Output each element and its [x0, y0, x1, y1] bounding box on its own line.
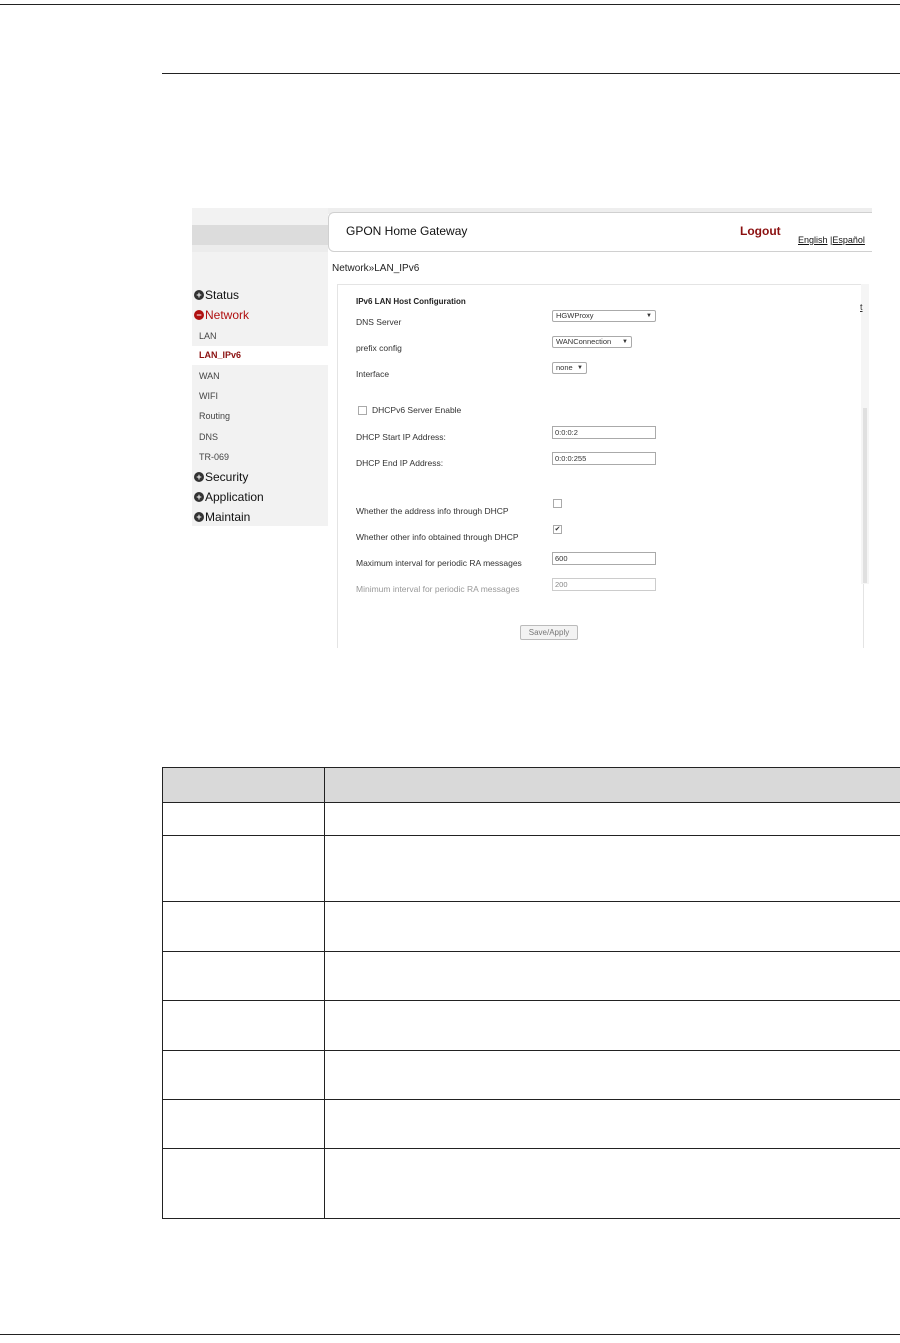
parameter-table: [162, 767, 900, 1219]
table-cell: [325, 952, 900, 1001]
minus-circle-icon: −: [194, 310, 204, 320]
table-cell: [163, 1051, 325, 1100]
table-cell: [163, 952, 325, 1001]
table-row: [163, 1051, 900, 1100]
prefix-config-value: WANConnection: [556, 337, 612, 346]
dns-server-label: DNS Server: [356, 317, 402, 327]
table-row: [163, 803, 900, 836]
max-ra-label: Maximum interval for periodic RA messages: [356, 558, 522, 568]
start-ip-input[interactable]: 0:0:0:2: [552, 426, 656, 439]
sidebar-category-security[interactable]: [194, 470, 248, 484]
table-cell: [325, 1149, 900, 1219]
table-cell: [163, 1149, 325, 1219]
table-row: [163, 902, 900, 952]
prefix-config-label: prefix config: [356, 343, 402, 353]
router-screenshot: [192, 208, 872, 648]
table-cell: [325, 1051, 900, 1100]
sidebar: [192, 208, 328, 526]
sidebar-item-tr069[interactable]: TR-069: [199, 452, 230, 462]
end-ip-label: DHCP End IP Address:: [356, 458, 444, 468]
sidebar-item-dns[interactable]: DNS: [199, 432, 219, 442]
sidebar-category-network[interactable]: [194, 308, 249, 322]
start-ip-label: DHCP Start IP Address:: [356, 432, 446, 442]
plus-circle-icon: +: [194, 512, 204, 522]
dhcpv6-enable-label: DHCPv6 Server Enable: [372, 405, 462, 415]
table-cell: [325, 803, 900, 836]
table-row: [163, 1100, 900, 1149]
dhcpv6-enable-checkbox[interactable]: [358, 406, 367, 415]
interface-value: none: [556, 363, 573, 372]
max-ra-input[interactable]: 600: [552, 552, 656, 565]
table-cell: [163, 902, 325, 952]
table-cell: [325, 1100, 900, 1149]
table-header-cell: [163, 768, 325, 803]
other-info-label: Whether other info obtained through DHCP: [356, 532, 519, 542]
lang-separator: |: [827, 235, 833, 245]
sidebar-category-label: Status: [205, 288, 240, 302]
sidebar-category-label: Maintain: [205, 510, 251, 524]
sidebar-category-maintain[interactable]: [194, 510, 250, 524]
table-cell: [163, 836, 325, 902]
gateway-header: [328, 212, 872, 252]
sidebar-item-lan[interactable]: LAN: [199, 331, 217, 341]
dns-server-select[interactable]: [552, 310, 656, 322]
table-row: [163, 836, 900, 902]
table-cell: [163, 1100, 325, 1149]
page-bottom-rule: [0, 1334, 900, 1335]
address-info-label: Whether the address info through DHCP: [356, 506, 509, 516]
breadcrumb: Network»LAN_IPv6: [332, 263, 420, 274]
plus-circle-icon: +: [194, 472, 204, 482]
table-cell: [163, 803, 325, 836]
sidebar-item-wan[interactable]: WAN: [199, 371, 220, 381]
sidebar-band-light: [192, 245, 328, 252]
plus-circle-icon: +: [194, 492, 204, 502]
table-row: [163, 952, 900, 1001]
lang-spanish-link[interactable]: Español: [832, 235, 865, 245]
page-top-rule: [0, 4, 900, 5]
sidebar-band: [192, 225, 328, 245]
panel-scroll-thumb[interactable]: [863, 408, 867, 583]
min-ra-input[interactable]: 200: [552, 578, 656, 591]
min-ra-label: Minimum interval for periodic RA messages: [356, 584, 520, 594]
table-header-row: [163, 768, 900, 803]
language-switch: [798, 235, 865, 245]
ipv6-config-panel: [337, 284, 864, 648]
plus-circle-icon: +: [194, 290, 204, 300]
sidebar-category-application[interactable]: [194, 490, 264, 504]
dropdown-arrow-icon: ▼: [646, 313, 652, 319]
table-cell: [325, 902, 900, 952]
save-apply-button[interactable]: Save/Apply: [520, 625, 578, 640]
lang-english-link[interactable]: English: [798, 235, 828, 245]
dns-server-value: HGWProxy: [556, 311, 594, 320]
table-cell: [163, 1001, 325, 1051]
interface-label: Interface: [356, 369, 390, 379]
sidebar-item-lan-ipv6[interactable]: LAN_IPv6: [199, 350, 242, 360]
sidebar-category-label: Application: [205, 490, 264, 504]
dropdown-arrow-icon: ▼: [577, 365, 583, 371]
sidebar-item-wifi[interactable]: WIFI: [199, 391, 218, 401]
section-title: IPv6 LAN Host Configuration: [356, 297, 466, 306]
sidebar-category-label: Security: [205, 470, 249, 484]
table-cell: [325, 836, 900, 902]
sidebar-category-label: Network: [205, 308, 250, 322]
interface-select[interactable]: [552, 362, 587, 374]
sidebar-item-routing[interactable]: Routing: [199, 411, 231, 421]
section-title-rule: [162, 73, 900, 74]
table-row: [163, 1149, 900, 1219]
table-header-cell: [325, 768, 900, 803]
logout-link[interactable]: Logout: [740, 224, 781, 238]
table-row: [163, 1001, 900, 1051]
sidebar-category-status[interactable]: [194, 288, 239, 302]
edge-link[interactable]: t: [860, 302, 863, 312]
prefix-config-select[interactable]: [552, 336, 632, 348]
gateway-title: GPON Home Gateway: [346, 224, 468, 238]
end-ip-input[interactable]: 0:0:0:255: [552, 452, 656, 465]
table-cell: [325, 1001, 900, 1051]
address-info-checkbox[interactable]: [553, 499, 562, 508]
dropdown-arrow-icon: ▼: [622, 339, 628, 345]
other-info-checkbox[interactable]: ✔: [554, 526, 561, 533]
